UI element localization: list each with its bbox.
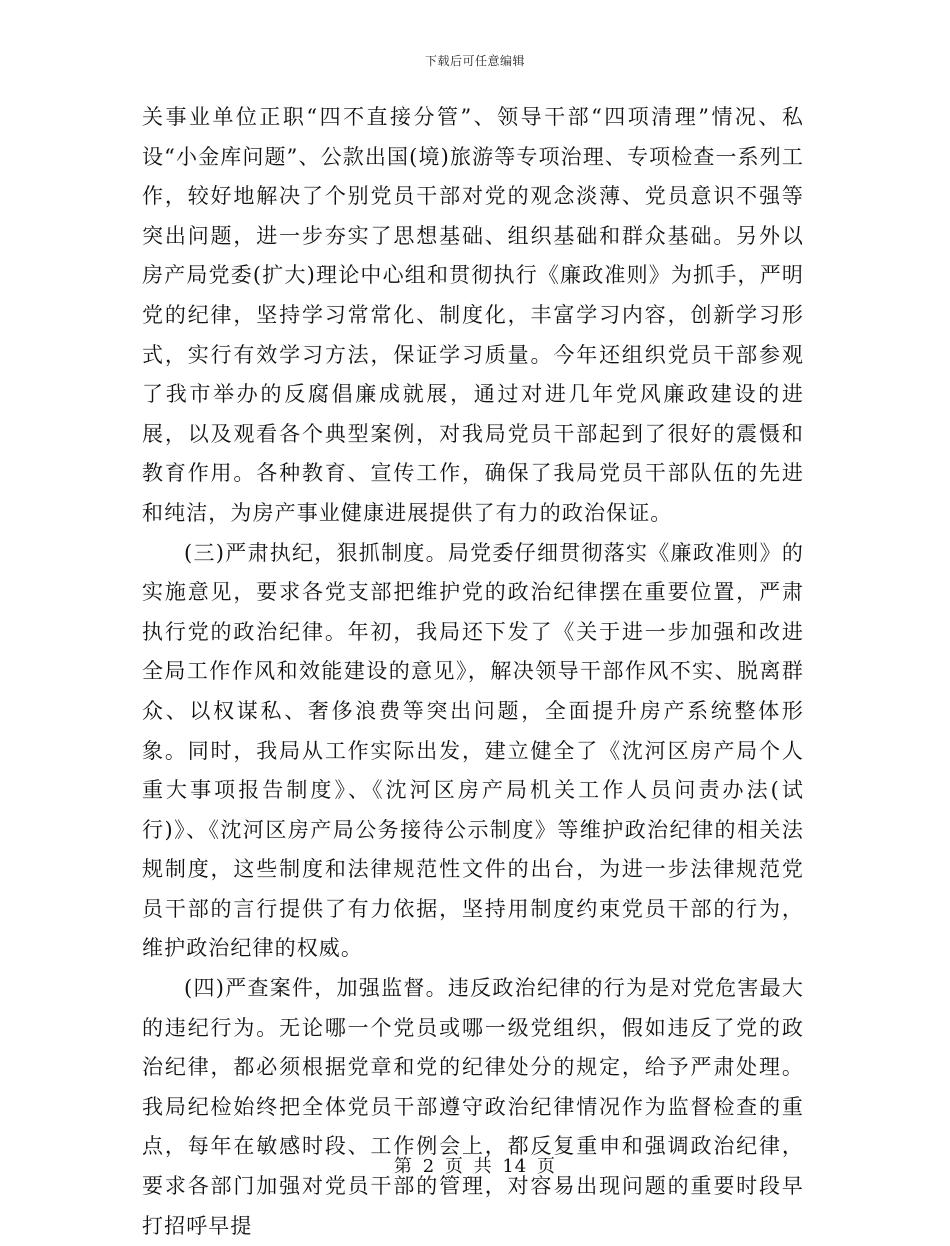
header-note: 下载后可任意编辑 xyxy=(424,54,525,68)
page-number: 第 2 页 共 14 页 xyxy=(394,1156,556,1177)
paragraph-continuation: 关事业单位正职“四不直接分管”、领导干部“四项清理”情况、私设“小金库问题”、公款出国(境)旅游等专项治理、专项检查一系列工作，较好地解决了个别党员干部对党的观念淡薄、党员意识不强等突出问题，进一步夯实了思想基础、组织基础和群众基础。另外以房产局党委(扩大)理论中心组和贯彻执行《廉政准则》为抓手，严明党的纪律，坚持学习常常化、制度化，丰富学习内容，创新学习形式，实行有效学习方法，保证学习质量。今年还组织党员干部参观了我市举办的反腐倡廉成就展，通过对进几年党风廉政建设的进展，以及观看各个典型案例，对我局党员干部起到了很好的震慑和教育作用。各种教育、宣传工作，确保了我局党员干部队伍的先进和纯洁，为房产事业健康进展提供了有力的政治保证。 xyxy=(142,105,804,525)
paragraph-section-3: (三)严肃执纪，狠抓制度。局党委仔细贯彻落实《廉政准则》的实施意见，要求各党支部把维护党的政治纪律摆在重要位置，严肃执行党的政治纪律。年初，我局还下发了《关于进一步加强和改进全局工作作风和效能建设的意见》，解决领导干部作风不实、脱离群众、以权谋私、奢侈浪费等突出问题，全面提升房产系统整体形象。同时，我局从工作实际出发，建立健全了《沈河区房产局个人重大事项报告制度》、《沈河区房产局机关工作人员问责办法(试行)》、《沈河区房产局公务接待公示制度》等维护政治纪律的相关法规制度，这些制度和法律规范性文件的出台，为进一步法律规范党员干部的言行提供了有力依据，坚持用制度约束党员干部的行为，维护政治纪律的权威。 xyxy=(142,540,804,961)
paragraph-section-4: (四)严查案件，加强监督。违反政治纪律的行为是对党危害最大的违纪行为。无论哪一个党员或哪一级党组织，假如违反了党的政治纪律，都必须根据党章和党的纪律处分的规定，给予严肃处理。我局纪检始终把全体党员干部遵守政治纪律情况作为监督检查的重点，每年在敏感时段、工作例会上，都反复重申和强调政治纪律，要求各部门加强对党员干部的管理，对容易出现问题的重要时段早打招呼早提 xyxy=(142,976,804,1238)
document-body xyxy=(142,98,804,1246)
